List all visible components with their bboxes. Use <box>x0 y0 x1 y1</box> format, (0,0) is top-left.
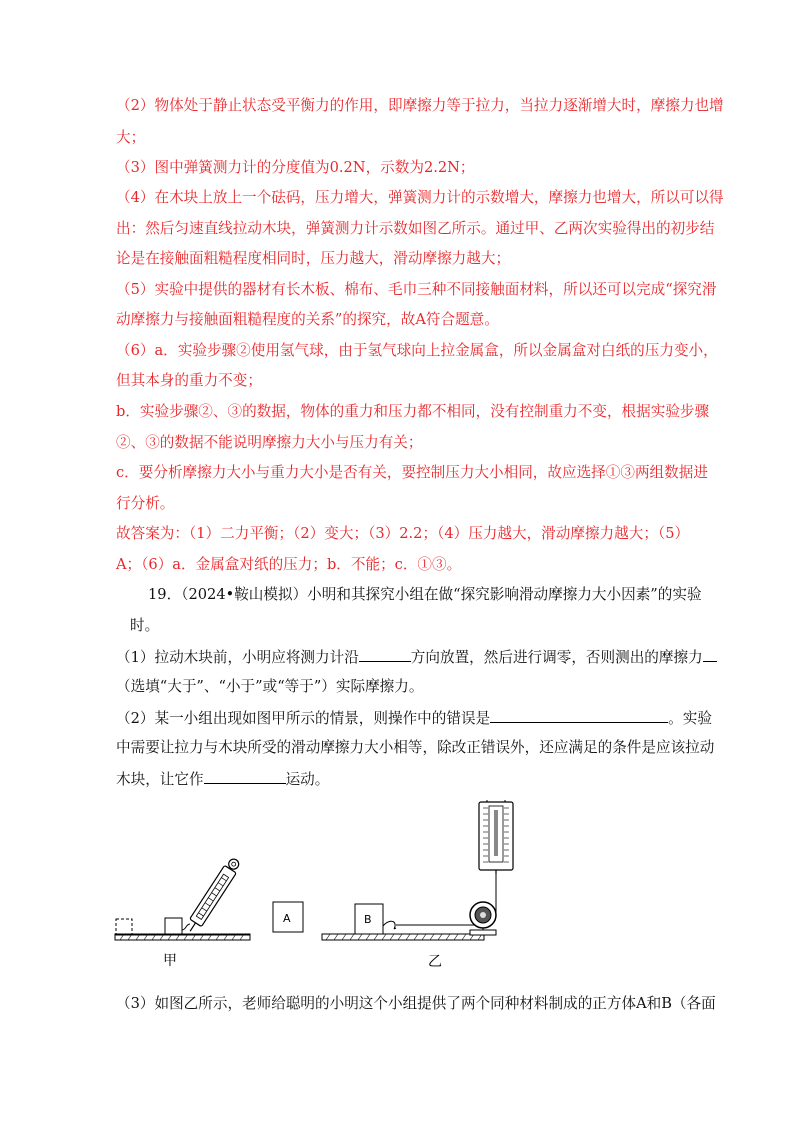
figure-label-yi: 乙 <box>428 954 442 970</box>
answer-line-11: b．实验步骤②、③的数据，物体的重力和压力都不相同，没有控制重力不变，根据实验步骤 <box>116 403 710 420</box>
experiment-figure <box>0 800 800 1000</box>
figure-jia <box>115 856 250 969</box>
answer-line-1: （2）物体处于静止状态受平衡力的作用，即摩擦力等于拉力，当拉力逐渐增大时，摩擦力也增 <box>116 97 724 114</box>
answer-line-4: （4）在木块上放上一个砝码，压力增大，弹簧测力计的示数增大，摩擦力也增大，所以可以得 <box>116 189 724 206</box>
part-2-text-a: （2）某一小组出现如图甲所示的情景，则操作中的错误是 <box>116 710 491 727</box>
answer-line-5: 出：然后匀速直线拉动木块，弹簧测力计示数如图乙所示。通过甲、乙两次实验得出的初步结 <box>116 220 715 237</box>
answer-line-15: 故答案为：（1）二力平衡；（2）变大；（3）2.2；（4）压力越大，滑动摩擦力越大；（5） <box>116 525 690 542</box>
answer-line-10: 但其本身的重力不变； <box>116 372 262 389</box>
question-19-line-2: 时。 <box>130 617 160 634</box>
yi-spring-scale <box>479 800 513 874</box>
question-part-1-options: （选填“大于”、“小于”或“等于”）实际摩擦力。 <box>116 678 424 695</box>
yi-board <box>322 934 484 940</box>
jia-spring-scale <box>184 856 242 935</box>
jia-wood-block <box>165 918 182 934</box>
figure-label-jia: 甲 <box>163 953 177 969</box>
blank-comparison[interactable] <box>703 647 717 662</box>
blank-motion[interactable] <box>204 769 286 784</box>
question-part-2 <box>116 708 712 729</box>
jia-previous-position <box>116 919 132 934</box>
answer-line-8: 动摩擦力与接触面粗糙程度的关系”的探究，故A符合题意。 <box>116 311 499 328</box>
yi-pulley <box>470 902 496 935</box>
answer-line-6: 论是在接触面粗糙程度相同时，压力越大，滑动摩擦力越大； <box>116 250 511 267</box>
question-part-3: （3）如图乙所示，老师给聪明的小明这个小组提供了两个同种材料制成的正方体A和B（各面 <box>116 995 716 1012</box>
blank-error[interactable] <box>490 708 668 723</box>
answer-line-9: （6）a．实验步骤②使用氢气球，由于氢气球向上拉金属盒，所以金属盒对白纸的压力变小， <box>116 342 718 359</box>
figure-yi <box>322 800 513 970</box>
answer-line-13: c．要分析摩擦力大小与重力大小是否有关，要控制压力大小相同，故应选择①③两组数据进 <box>116 464 708 481</box>
part-1-text-a: （1）拉动木块前，小明应将测力计沿 <box>116 649 359 666</box>
question-part-2-line-3 <box>116 769 329 790</box>
block-a-label: A <box>283 912 291 925</box>
answer-line-12: ②、③的数据不能说明摩擦力大小与压力有关； <box>116 434 423 451</box>
part-2-text-d: 木块，让它作 <box>116 771 204 788</box>
question-part-1 <box>116 647 717 668</box>
part-1-text-b: 方向放置，然后进行调零，否则测出的摩擦力 <box>410 649 703 666</box>
part-2-text-b: 。实验 <box>668 710 712 727</box>
blank-direction[interactable] <box>359 647 411 662</box>
question-part-2-line-2: 中需要让拉力与木块所受的滑动摩擦力大小相等，除改正错误外，还应满足的条件是应该拉动 <box>116 739 715 756</box>
part-2-text-e: 运动。 <box>285 771 330 788</box>
answer-line-3: （3）图中弹簧测力计的分度值为0.2N，示数为2.2N； <box>116 159 475 176</box>
block-b-label: B <box>364 913 372 926</box>
answer-line-7: （5）实验中提供的器材有长木板、棉布、毛巾三种不同接触面材料，所以还可以完成“探究滑 <box>116 281 717 298</box>
answer-line-14: 行分析。 <box>116 495 175 512</box>
question-19-line-1: 19．（2024•鞍山模拟）小明和其探究小组在做“探究影响滑动摩擦力大小因素”的实验 <box>148 586 702 603</box>
answer-line-2: 大； <box>116 129 146 146</box>
answer-line-16: A；（6）a．金属盒对纸的压力；b．不能；c．①③。 <box>116 556 462 573</box>
